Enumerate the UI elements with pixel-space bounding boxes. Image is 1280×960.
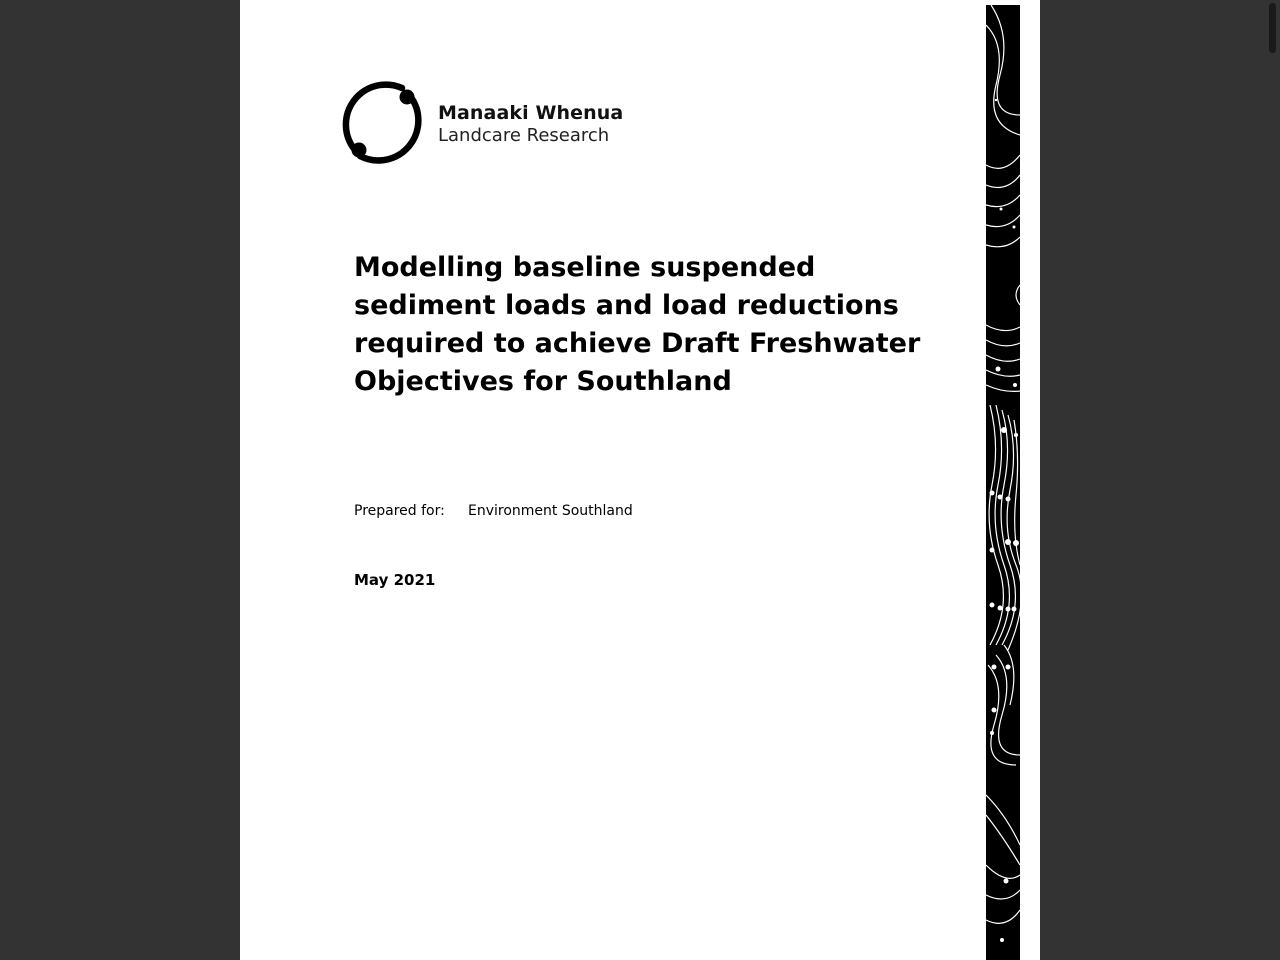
organization-logo: [340, 80, 624, 170]
document-page: [240, 0, 1040, 960]
prepared-for-row: [354, 503, 633, 519]
document-title: Modelling baseline suspended sediment loads and load reductions required to achieve Draft Freshwater Objectives for Southland: [354, 252, 921, 397]
logo-subtitle: Landcare Research: [438, 125, 610, 146]
logo-name: Manaaki Whenua: [438, 102, 624, 124]
prepared-for-value: Environment Southland: [468, 503, 633, 519]
document-date: May 2021: [354, 571, 436, 589]
prepared-for-label: Prepared for:: [354, 503, 445, 519]
logo-ring-icon: [340, 80, 430, 170]
contour-pattern-icon: [986, 5, 1020, 960]
scrollbar-thumb[interactable]: [1269, 3, 1276, 53]
decorative-contour-band: [986, 5, 1020, 960]
